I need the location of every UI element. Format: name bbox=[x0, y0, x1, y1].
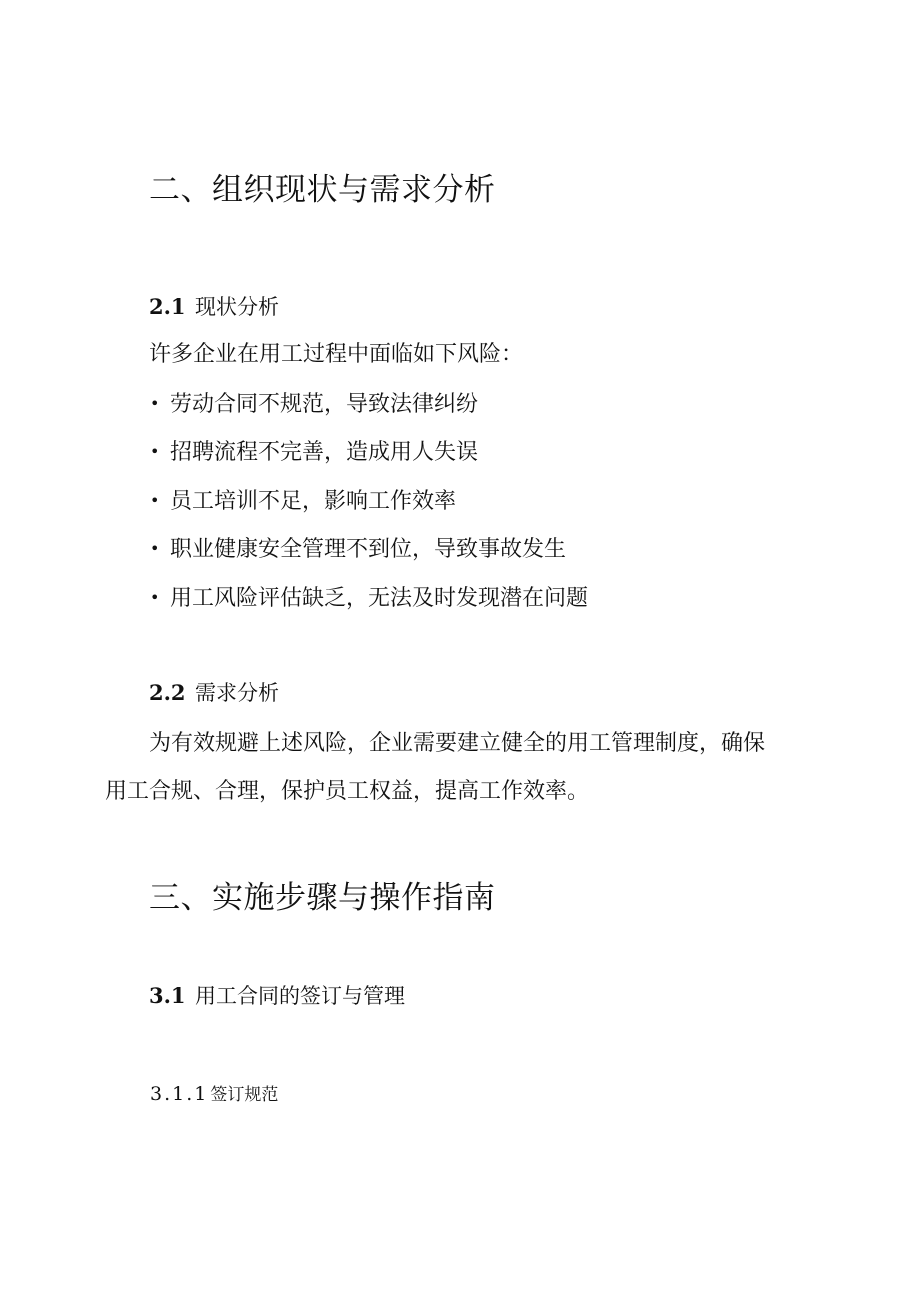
list-item-text: 员工培训不足，影响工作效率 bbox=[170, 489, 457, 514]
list-item-text: 用工风险评估缺乏，无法及时发现潜在问题 bbox=[170, 586, 589, 611]
bullet-icon: • bbox=[150, 539, 160, 558]
requirement-paragraph-line-1: 为有效规避上述风险，企业需要建立健全的用工管理制度，确保 bbox=[149, 731, 766, 756]
risk-intro-text: 许多企业在用工过程中面临如下风险： bbox=[149, 342, 524, 367]
list-item-text: 职业健康安全管理不到位，导致事故发生 bbox=[170, 537, 567, 562]
subsection-2-1-number: 2.1 bbox=[149, 294, 186, 319]
section-2-heading: 二、组织现状与需求分析 bbox=[149, 172, 496, 208]
subsection-2-1-title: 现状分析 bbox=[195, 295, 279, 319]
bullet-icon: • bbox=[150, 491, 160, 510]
subsection-2-2-number: 2.2 bbox=[149, 680, 186, 705]
list-item bbox=[150, 485, 456, 518]
bullet-icon: • bbox=[150, 394, 160, 413]
list-item bbox=[150, 436, 478, 469]
bullet-icon: • bbox=[150, 442, 160, 461]
list-item-text: 劳动合同不规范，导致法律纠纷 bbox=[170, 392, 479, 417]
section-3-heading: 三、实施步骤与操作指南 bbox=[149, 880, 496, 916]
bullet-icon: • bbox=[150, 588, 160, 607]
subsection-2-2-heading bbox=[149, 678, 279, 708]
list-item bbox=[150, 533, 566, 566]
subsection-2-1-heading bbox=[149, 292, 279, 322]
subsection-3-1-number: 3.1 bbox=[149, 983, 186, 1008]
requirement-paragraph-line-2: 用工合规、合理，保护员工权益，提高工作效率。 bbox=[105, 779, 590, 804]
subsection-3-1-heading bbox=[149, 981, 405, 1011]
list-item-text: 招聘流程不完善，造成用人失误 bbox=[170, 440, 479, 465]
subsection-3-1-1-heading bbox=[150, 1079, 278, 1110]
subsection-3-1-1-title: 签订规范 bbox=[210, 1085, 279, 1105]
list-item bbox=[150, 582, 588, 615]
subsection-3-1-title: 用工合同的签订与管理 bbox=[195, 984, 405, 1008]
subsection-3-1-1-number: 3.1.1 bbox=[150, 1083, 209, 1105]
subsection-2-2-title: 需求分析 bbox=[195, 681, 279, 705]
list-item bbox=[150, 388, 478, 421]
